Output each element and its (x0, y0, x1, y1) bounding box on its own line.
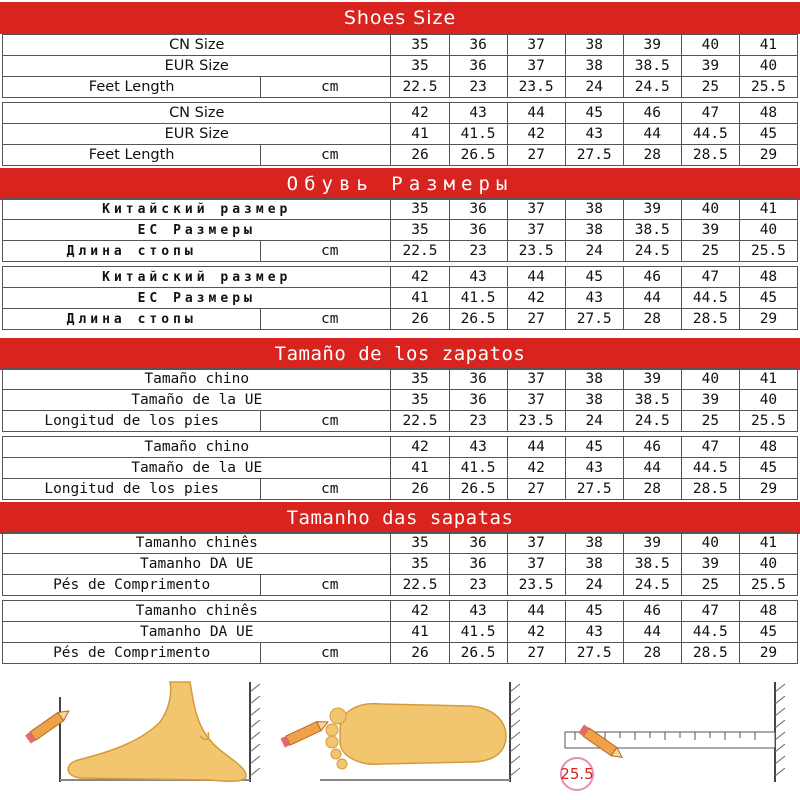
size-value-cell: 43 (565, 288, 623, 309)
size-value-cell: 36 (449, 199, 507, 220)
unit-label: cm (261, 479, 391, 500)
size-value-cell: 24 (565, 575, 623, 596)
size-value-cell: 36 (449, 390, 507, 411)
size-value-cell: 28 (623, 309, 681, 330)
size-value-cell: 48 (739, 267, 797, 288)
size-value-cell: 36 (449, 35, 507, 56)
size-value-cell: 42 (507, 622, 565, 643)
size-value-cell: 44.5 (681, 458, 739, 479)
size-value-cell: 25.5 (739, 575, 797, 596)
size-value-cell: 41 (739, 533, 797, 554)
measuring-ruler-icon (545, 672, 795, 800)
size-value-cell: 29 (739, 309, 797, 330)
size-value-cell: 38 (565, 56, 623, 77)
size-value-cell: 23 (449, 77, 507, 98)
pencil-icon (281, 717, 331, 747)
measurement-illustration (0, 672, 800, 800)
size-value-cell: 26.5 (449, 643, 507, 664)
row-label: Tamanho chinês (3, 533, 391, 554)
size-value-cell: 35 (391, 56, 449, 77)
size-value-cell: 41 (391, 288, 449, 309)
table-row (3, 103, 798, 124)
size-value-cell: 38 (565, 554, 623, 575)
size-value-cell: 45 (565, 103, 623, 124)
size-value-cell: 41.5 (449, 622, 507, 643)
size-value-cell: 24.5 (623, 241, 681, 262)
table-row (3, 288, 798, 309)
row-label: ЕС Размеры (3, 288, 391, 309)
size-table-russian-b (2, 266, 798, 330)
size-value-cell: 25 (681, 77, 739, 98)
row-label: Longitud de los pies (3, 479, 261, 500)
size-value-cell: 36 (449, 533, 507, 554)
size-value-cell: 38 (565, 390, 623, 411)
size-value-cell: 47 (681, 103, 739, 124)
size-value-cell: 25 (681, 241, 739, 262)
size-value-cell: 38.5 (623, 220, 681, 241)
section-title-english: Shoes Size (0, 2, 800, 34)
row-label: Pés de Comprimento (3, 643, 261, 664)
size-value-cell: 28.5 (681, 309, 739, 330)
unit-label: cm (261, 145, 391, 166)
size-value-cell: 40 (681, 369, 739, 390)
size-value-cell: 39 (681, 220, 739, 241)
size-value-cell: 22.5 (391, 575, 449, 596)
size-value-cell: 39 (681, 390, 739, 411)
size-value-cell: 44 (507, 601, 565, 622)
size-value-cell: 24.5 (623, 575, 681, 596)
size-value-cell: 41 (739, 199, 797, 220)
size-value-cell: 36 (449, 220, 507, 241)
size-value-cell: 44 (507, 437, 565, 458)
row-label: Tamaño de la UE (3, 458, 391, 479)
size-value-cell: 48 (739, 437, 797, 458)
size-value-cell: 40 (681, 35, 739, 56)
size-value-cell: 36 (449, 369, 507, 390)
size-value-cell: 26.5 (449, 309, 507, 330)
row-label: Feet Length (3, 145, 261, 166)
size-value-cell: 24.5 (623, 77, 681, 98)
table-row (3, 199, 798, 220)
size-value-cell: 35 (391, 369, 449, 390)
size-value-cell: 37 (507, 35, 565, 56)
size-value-cell: 25.5 (739, 77, 797, 98)
row-label: Tamaño de la UE (3, 390, 391, 411)
row-label: Tamaño chino (3, 437, 391, 458)
size-value-cell: 40 (739, 554, 797, 575)
size-value-cell: 44.5 (681, 124, 739, 145)
size-value-cell: 41 (391, 124, 449, 145)
size-table-english-a (2, 34, 798, 98)
size-value-cell: 40 (739, 56, 797, 77)
size-value-cell: 39 (623, 35, 681, 56)
table-row (3, 124, 798, 145)
size-value-cell: 37 (507, 533, 565, 554)
size-value-cell: 47 (681, 267, 739, 288)
size-value-cell: 26 (391, 145, 449, 166)
size-value-cell: 36 (449, 56, 507, 77)
size-table-russian-a (2, 198, 798, 262)
table-row (3, 411, 798, 432)
size-value-cell: 42 (507, 288, 565, 309)
size-value-cell: 41 (391, 622, 449, 643)
size-value-cell: 23 (449, 575, 507, 596)
size-value-cell: 38 (565, 35, 623, 56)
size-value-cell: 35 (391, 199, 449, 220)
unit-label: cm (261, 309, 391, 330)
size-value-cell: 39 (681, 56, 739, 77)
size-value-cell: 44.5 (681, 288, 739, 309)
size-value-cell: 37 (507, 554, 565, 575)
table-row (3, 643, 798, 664)
size-value-cell: 26.5 (449, 145, 507, 166)
size-value-cell: 35 (391, 35, 449, 56)
size-value-cell: 43 (565, 458, 623, 479)
size-value-cell: 38.5 (623, 390, 681, 411)
row-label: CN Size (3, 35, 391, 56)
size-value-cell: 22.5 (391, 241, 449, 262)
table-row (3, 554, 798, 575)
size-value-cell: 41 (739, 35, 797, 56)
row-label: Китайский размер (3, 199, 391, 220)
size-value-cell: 44 (623, 124, 681, 145)
size-value-cell: 38 (565, 369, 623, 390)
table-row (3, 267, 798, 288)
row-label: Longitud de los pies (3, 411, 261, 432)
size-table-portuguese-b (2, 600, 798, 664)
size-value-cell: 28 (623, 479, 681, 500)
size-value-cell: 38 (565, 533, 623, 554)
size-value-cell: 27 (507, 309, 565, 330)
row-label: Tamanho chinês (3, 601, 391, 622)
table-row (3, 35, 798, 56)
size-value-cell: 43 (449, 103, 507, 124)
size-value-cell: 36 (449, 554, 507, 575)
row-label: Tamaño chino (3, 369, 391, 390)
table-row (3, 533, 798, 554)
size-value-cell: 45 (739, 124, 797, 145)
size-value-cell: 38 (565, 220, 623, 241)
size-value-cell: 29 (739, 479, 797, 500)
section-title-spanish: Tamaño de los zapatos (0, 338, 800, 370)
size-value-cell: 26 (391, 479, 449, 500)
table-row (3, 390, 798, 411)
size-value-cell: 26 (391, 643, 449, 664)
size-value-cell: 44 (507, 267, 565, 288)
size-value-cell: 35 (391, 554, 449, 575)
size-value-cell: 42 (507, 124, 565, 145)
unit-label: cm (261, 643, 391, 664)
row-label: Tamanho DA UE (3, 554, 391, 575)
size-value-cell: 44 (623, 458, 681, 479)
unit-label: cm (261, 241, 391, 262)
size-value-cell: 45 (565, 267, 623, 288)
size-value-cell: 42 (391, 267, 449, 288)
table-row (3, 575, 798, 596)
size-value-cell: 37 (507, 199, 565, 220)
table-row (3, 220, 798, 241)
row-label: Pés de Comprimento (3, 575, 261, 596)
row-label: Tamanho DA UE (3, 622, 391, 643)
size-value-cell: 41.5 (449, 124, 507, 145)
size-value-cell: 24 (565, 411, 623, 432)
size-value-cell: 23 (449, 411, 507, 432)
size-value-cell: 25.5 (739, 411, 797, 432)
section-title-russian: Обувь Размеры (0, 168, 800, 200)
foot-top-view-icon (280, 672, 530, 800)
size-value-cell: 22.5 (391, 77, 449, 98)
size-value-cell: 27 (507, 145, 565, 166)
foot-side-view-icon (20, 672, 270, 800)
size-value-cell: 23 (449, 241, 507, 262)
size-value-cell: 35 (391, 390, 449, 411)
table-row (3, 458, 798, 479)
size-value-cell: 44 (623, 622, 681, 643)
table-row (3, 241, 798, 262)
table-row (3, 145, 798, 166)
size-value-cell: 26 (391, 309, 449, 330)
size-table-portuguese-a (2, 532, 798, 596)
size-value-cell: 48 (739, 601, 797, 622)
size-value-cell: 42 (507, 458, 565, 479)
size-value-cell: 28 (623, 145, 681, 166)
size-value-cell: 37 (507, 220, 565, 241)
size-value-cell: 44 (507, 103, 565, 124)
size-value-cell: 27 (507, 643, 565, 664)
unit-label: cm (261, 575, 391, 596)
row-label: ЕС Размеры (3, 220, 391, 241)
size-value-cell: 43 (449, 437, 507, 458)
size-value-cell: 44.5 (681, 622, 739, 643)
size-value-cell: 45 (739, 622, 797, 643)
size-value-cell: 42 (391, 103, 449, 124)
size-value-cell: 39 (623, 533, 681, 554)
size-value-cell: 27.5 (565, 643, 623, 664)
unit-label: cm (261, 77, 391, 98)
size-value-cell: 29 (739, 145, 797, 166)
size-value-cell: 39 (623, 199, 681, 220)
size-value-cell: 43 (449, 267, 507, 288)
table-row (3, 622, 798, 643)
size-value-cell: 43 (449, 601, 507, 622)
table-row (3, 437, 798, 458)
size-value-cell: 24.5 (623, 411, 681, 432)
size-value-cell: 35 (391, 533, 449, 554)
size-value-cell: 40 (681, 533, 739, 554)
table-row (3, 601, 798, 622)
size-value-cell: 37 (507, 390, 565, 411)
table-row (3, 77, 798, 98)
size-value-cell: 35 (391, 220, 449, 241)
size-value-cell: 43 (565, 622, 623, 643)
size-value-cell: 23.5 (507, 77, 565, 98)
size-value-cell: 23.5 (507, 411, 565, 432)
table-row (3, 309, 798, 330)
size-value-cell: 28 (623, 643, 681, 664)
size-value-cell: 37 (507, 369, 565, 390)
size-value-cell: 41.5 (449, 288, 507, 309)
size-value-cell: 45 (565, 601, 623, 622)
row-label: Длина стопы (3, 309, 261, 330)
size-value-cell: 41 (391, 458, 449, 479)
size-value-cell: 27.5 (565, 145, 623, 166)
size-value-cell: 38 (565, 199, 623, 220)
size-value-cell: 40 (739, 220, 797, 241)
size-value-cell: 22.5 (391, 411, 449, 432)
size-value-cell: 28.5 (681, 479, 739, 500)
size-value-cell: 28.5 (681, 145, 739, 166)
size-value-cell: 38.5 (623, 554, 681, 575)
size-value-cell: 29 (739, 643, 797, 664)
size-value-cell: 47 (681, 601, 739, 622)
size-value-cell: 27.5 (565, 309, 623, 330)
size-table-english-b (2, 102, 798, 166)
size-value-cell: 24 (565, 241, 623, 262)
size-value-cell: 47 (681, 437, 739, 458)
size-table-spanish-b (2, 436, 798, 500)
size-value-cell: 25.5 (739, 241, 797, 262)
size-value-cell: 41 (739, 369, 797, 390)
size-value-cell: 42 (391, 601, 449, 622)
section-title-portuguese: Tamanho das sapatas (0, 502, 800, 534)
size-value-cell: 40 (739, 390, 797, 411)
size-value-cell: 39 (623, 369, 681, 390)
table-row (3, 369, 798, 390)
size-value-cell: 25 (681, 575, 739, 596)
size-value-cell: 27 (507, 479, 565, 500)
size-value-cell: 25 (681, 411, 739, 432)
table-row (3, 56, 798, 77)
size-table-spanish-a (2, 368, 798, 432)
table-row (3, 479, 798, 500)
size-value-cell: 26.5 (449, 479, 507, 500)
unit-label: cm (261, 411, 391, 432)
pencil-icon (25, 707, 72, 744)
size-value-cell: 44 (623, 288, 681, 309)
size-value-cell: 42 (391, 437, 449, 458)
size-value-cell: 46 (623, 601, 681, 622)
size-value-cell: 40 (681, 199, 739, 220)
size-value-cell: 38.5 (623, 56, 681, 77)
row-label: Китайский размер (3, 267, 391, 288)
size-value-cell: 45 (739, 458, 797, 479)
row-label: EUR Size (3, 124, 391, 145)
size-value-cell: 45 (739, 288, 797, 309)
row-label: EUR Size (3, 56, 391, 77)
row-label: CN Size (3, 103, 391, 124)
size-value-cell: 45 (565, 437, 623, 458)
size-value-cell: 41.5 (449, 458, 507, 479)
size-value-cell: 23.5 (507, 241, 565, 262)
size-value-cell: 43 (565, 124, 623, 145)
size-value-cell: 48 (739, 103, 797, 124)
size-value-cell: 28.5 (681, 643, 739, 664)
size-value-cell: 46 (623, 267, 681, 288)
size-value-cell: 39 (681, 554, 739, 575)
row-label: Длина стопы (3, 241, 261, 262)
measurement-badge-text: 25.5 (560, 765, 594, 783)
row-label: Feet Length (3, 77, 261, 98)
size-value-cell: 46 (623, 103, 681, 124)
size-value-cell: 37 (507, 56, 565, 77)
size-value-cell: 24 (565, 77, 623, 98)
size-value-cell: 23.5 (507, 575, 565, 596)
size-value-cell: 46 (623, 437, 681, 458)
size-value-cell: 27.5 (565, 479, 623, 500)
